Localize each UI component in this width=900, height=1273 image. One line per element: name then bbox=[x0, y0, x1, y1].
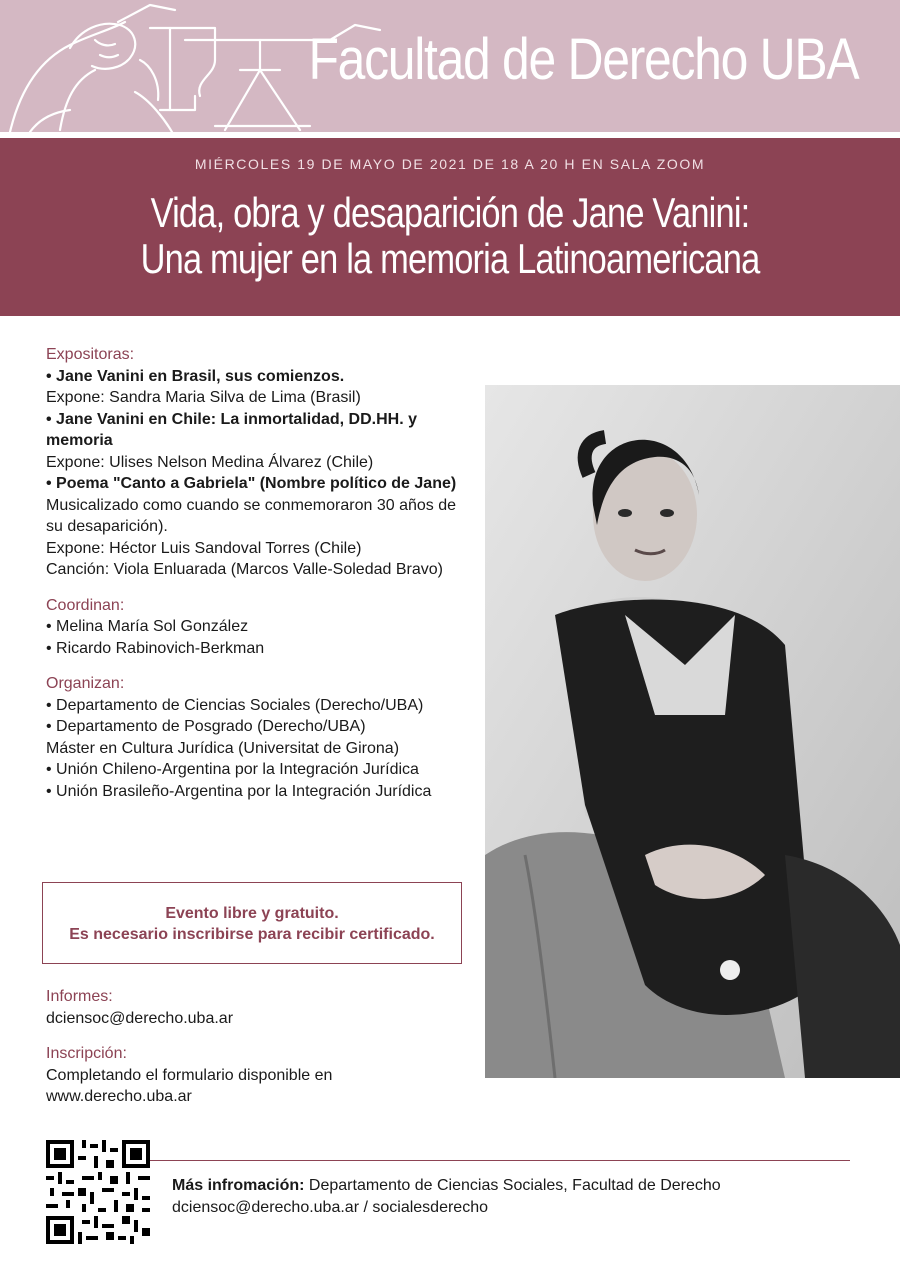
qr-code-icon[interactable] bbox=[46, 1140, 150, 1244]
footer-divider bbox=[150, 1160, 850, 1161]
talk1-speaker: Expone: Sandra Maria Silva de Lima (Brasil) bbox=[46, 389, 361, 406]
notice-line2: Es necesario inscribirse para recibir certificado. bbox=[69, 926, 435, 943]
expositoras-label: Expositoras: bbox=[46, 346, 135, 363]
event-title-line1: Vida, obra y desaparición de Jane Vanini: bbox=[150, 189, 750, 236]
organizer-item: • Departamento de Ciencias Sociales (Derecho/UBA) bbox=[46, 696, 424, 714]
coordinan-label: Coordinan: bbox=[46, 596, 125, 614]
inscripcion-label: Inscripción: bbox=[46, 1045, 127, 1062]
footer-info bbox=[172, 1175, 862, 1219]
inscripcion-link[interactable]: www.derecho.uba.ar bbox=[46, 1088, 192, 1105]
portrait-photo bbox=[485, 385, 900, 1078]
header-band bbox=[0, 0, 900, 132]
event-title-line2: Una mujer en la memoria Latinoamericana bbox=[140, 235, 760, 282]
organizer-item: • Departamento de Posgrado (Derecho/UBA) bbox=[46, 718, 366, 735]
site-title: Facultad de Derecho UBA bbox=[308, 27, 858, 92]
talk3-title: • Poema "Canto a Gabriela" (Nombre político de Jane) bbox=[46, 475, 457, 492]
organizer-item: • Unión Brasileño-Argentina por la Integración Jurídica bbox=[46, 782, 432, 800]
inscripcion-text: Completando el formulario disponible en bbox=[46, 1066, 333, 1084]
talk1-title: • Jane Vanini en Brasil, sus comienzos. bbox=[46, 367, 345, 385]
talk3-song: Canción: Viola Enluarada (Marcos Valle-Soledad Bravo) bbox=[46, 561, 443, 578]
organizer-item: • Unión Chileno-Argentina por la Integración Jurídica bbox=[46, 761, 419, 778]
talk2-speaker: Expone: Ulises Nelson Medina Álvarez (Chile) bbox=[46, 453, 374, 471]
talk3-speaker: Expone: Héctor Luis Sandoval Torres (Chile) bbox=[46, 539, 362, 557]
footer-contact[interactable]: dciensoc@derecho.uba.ar / socialesderecho bbox=[172, 1199, 488, 1216]
talk2-title: • Jane Vanini en Chile: La inmortalidad, DD.HH. y memoria bbox=[46, 410, 418, 449]
event-title bbox=[81, 190, 819, 282]
organizan-label: Organizan: bbox=[46, 675, 125, 692]
talk3-description: Musicalizado como cuando se conmemoraron 30 años de su desaparición). bbox=[46, 496, 457, 535]
program-content bbox=[46, 344, 466, 802]
coordinator-item: • Melina María Sol González bbox=[46, 618, 249, 635]
event-banner bbox=[0, 138, 900, 316]
notice-box bbox=[42, 882, 462, 964]
notice-line1: Evento libre y gratuito. bbox=[165, 905, 339, 922]
footer-department: Departamento de Ciencias Sociales, Facultad de Derecho bbox=[304, 1177, 721, 1194]
coordinator-item: • Ricardo Rabinovich-Berkman bbox=[46, 639, 265, 657]
contact-section bbox=[46, 986, 466, 1108]
event-date: MIÉRCOLES 19 DE MAYO DE 2021 DE 18 A 20 H EN SALA ZOOM bbox=[194, 156, 706, 172]
organizer-item: Máster en Cultura Jurídica (Universitat de Girona) bbox=[46, 739, 400, 757]
informes-label: Informes: bbox=[46, 988, 113, 1005]
footer-label: Más infromación: bbox=[172, 1177, 305, 1194]
informes-email[interactable]: dciensoc@derecho.uba.ar bbox=[46, 1009, 234, 1027]
